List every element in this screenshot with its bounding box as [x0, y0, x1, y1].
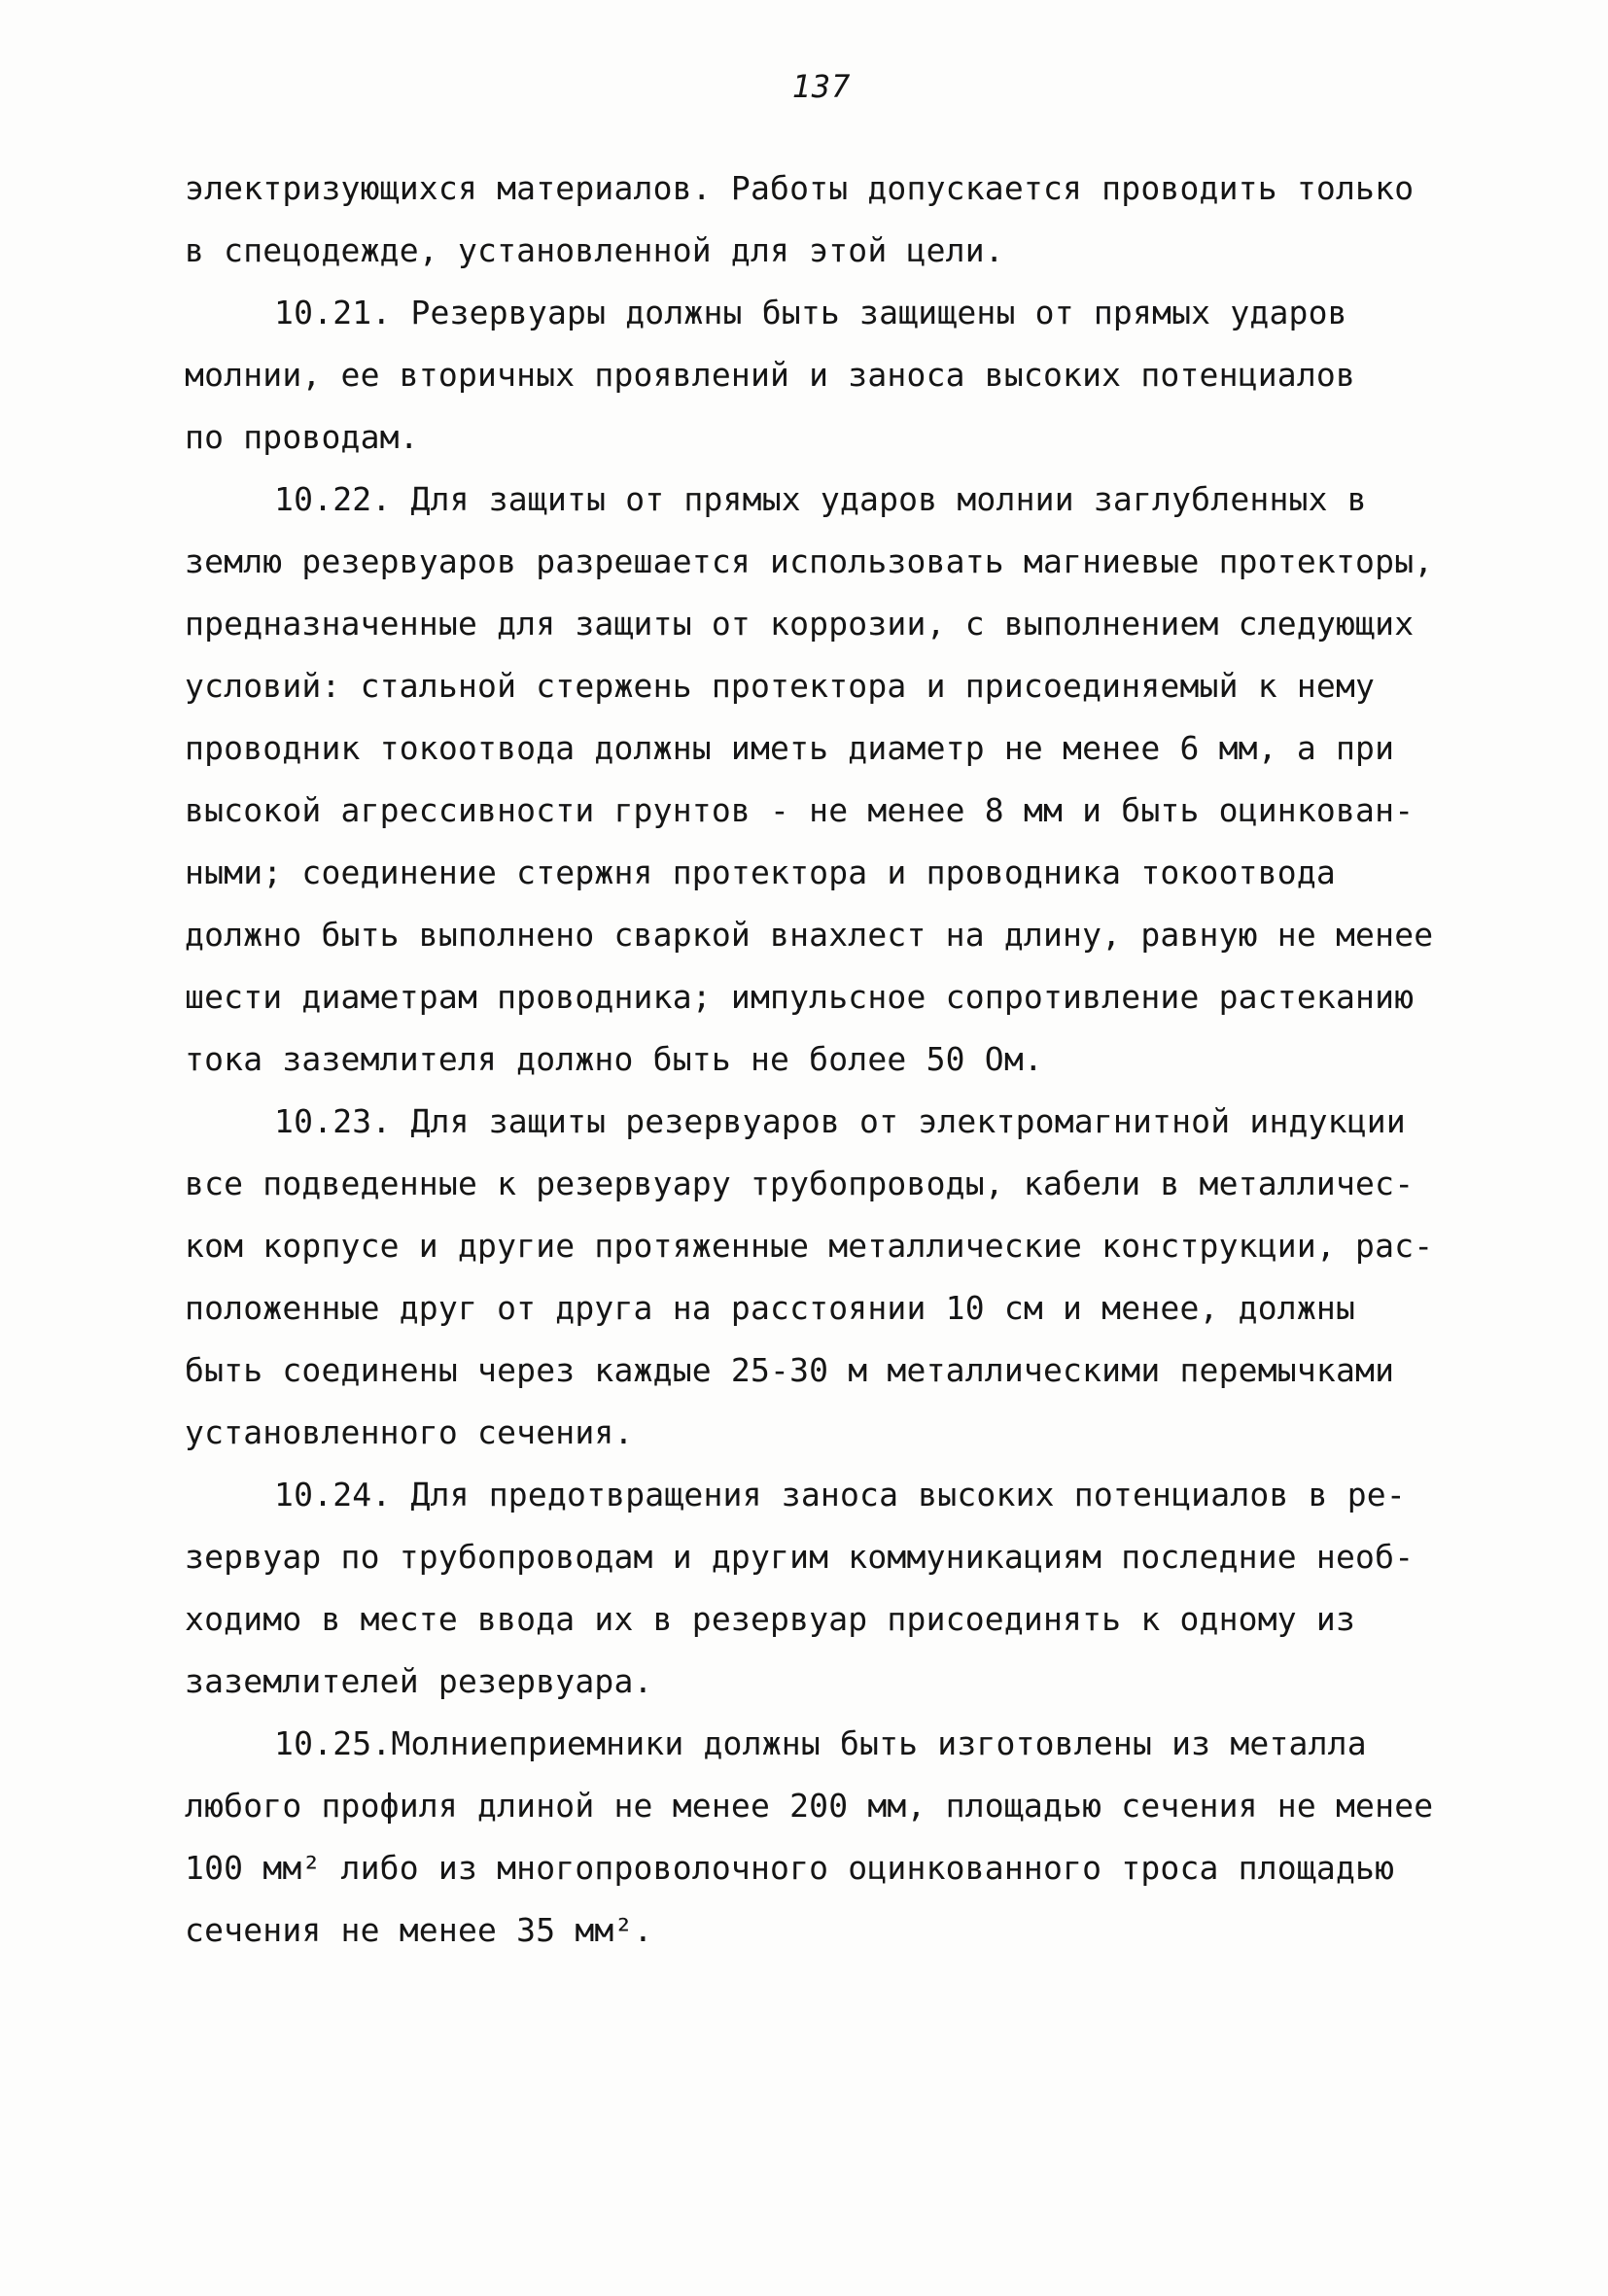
- text-line: 100 мм² либо из многопроволочного оцинкованного троса площадью: [185, 1849, 1395, 1887]
- text-line: сечения не менее 35 мм².: [185, 1911, 653, 1949]
- text-line: зервуар по трубопроводам и другим коммуникациям последние необ-: [185, 1538, 1415, 1576]
- text-line: проводник токоотвода должны иметь диаметр не менее 6 мм, а при: [185, 729, 1395, 767]
- text-line: ными; соединение стержня протектора и проводника токоотвода: [185, 853, 1336, 891]
- text-line: шести диаметрам проводника; импульсное сопротивление растеканию: [185, 978, 1415, 1016]
- paragraph-start-10-22: 10.22. Для защиты от прямых ударов молнии заглубленных в: [274, 480, 1367, 518]
- text-line: высокой агрессивности грунтов - не менее 8 мм и быть оцинкован-: [185, 791, 1415, 829]
- text-line: электризующихся материалов. Работы допускается проводить только: [185, 169, 1415, 207]
- text-line: установленного сечения.: [185, 1413, 634, 1451]
- paragraph-start-10-21: 10.21. Резервуары должны быть защищены от прямых ударов: [274, 294, 1347, 331]
- text-line: быть соединены через каждые 25-30 м металлическими перемычками: [185, 1351, 1395, 1389]
- text-line: ходимо в месте ввода их в резервуар присоединять к одному из: [185, 1600, 1356, 1638]
- text-line: предназначенные для защиты от коррозии, с выполнением следующих: [185, 605, 1415, 643]
- page-number: 137: [791, 68, 852, 105]
- text-line: тока заземлителя должно быть не более 50 Ом.: [185, 1040, 1043, 1078]
- text-line: положенные друг от друга на расстоянии 10 см и менее, должны: [185, 1289, 1356, 1327]
- text-line: заземлителей резервуара.: [185, 1662, 653, 1700]
- text-line: ком корпусе и другие протяженные металлические конструкции, рас-: [185, 1227, 1434, 1265]
- document-body: [185, 157, 1449, 1962]
- text-line: любого профиля длиной не менее 200 мм, площадью сечения не менее: [185, 1787, 1434, 1825]
- text-line: землю резервуаров разрешается использовать магниевые протекторы,: [185, 542, 1434, 580]
- text-line: по проводам.: [185, 418, 419, 456]
- text-line: должно быть выполнено сваркой внахлест на длину, равную не менее: [185, 916, 1434, 954]
- paragraph-start-10-25: 10.25.Молниеприемники должны быть изготовлены из металла: [274, 1724, 1367, 1762]
- paragraph-start-10-23: 10.23. Для защиты резервуаров от электромагнитной индукции: [274, 1102, 1406, 1140]
- text-line: в спецодежде, установленной для этой цели.: [185, 231, 1004, 269]
- text-line: условий: стальной стержень протектора и присоединяемый к нему: [185, 667, 1376, 705]
- text-line: молнии, ее вторичных проявлений и заноса высоких потенциалов: [185, 356, 1356, 394]
- paragraph-start-10-24: 10.24. Для предотвращения заноса высоких потенциалов в ре-: [274, 1476, 1406, 1513]
- text-line: все подведенные к резервуару трубопроводы, кабели в металличес-: [185, 1165, 1415, 1202]
